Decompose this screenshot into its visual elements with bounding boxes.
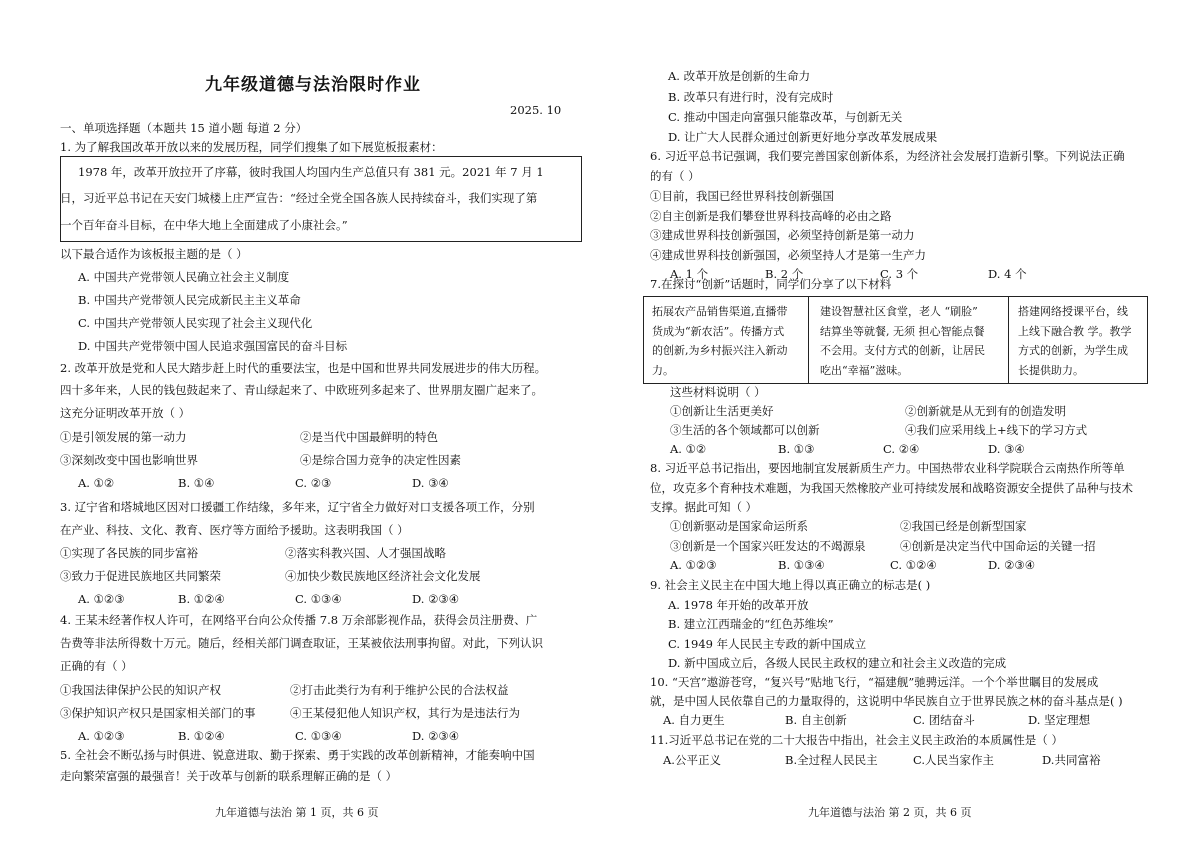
q4-stem: 4. 王某未经著作权人许可，在网络平台向公众传播 7.8 万余部影视作品，获得会员注册费、广 bbox=[60, 613, 538, 627]
q8-choice-b[interactable]: B. ①③④ bbox=[778, 558, 825, 572]
cell-line: 上线下融合教 学。教学 bbox=[1018, 324, 1132, 338]
cell-line: 结算坐等就餐, 无须 担心智能点餐 bbox=[820, 324, 985, 338]
q4-item: ②打击此类行为有利于维护公民的合法权益 bbox=[290, 683, 509, 697]
q4-item: ④王某侵犯他人知识产权，其行为是违法行为 bbox=[290, 706, 520, 720]
q11-choice-d[interactable]: D.共同富裕 bbox=[1042, 753, 1101, 767]
q5-option-d[interactable]: D. 让广大人民群众通过创新更好地分享改革发展成果 bbox=[668, 130, 938, 144]
q1-option-b[interactable]: B. 中国共产党带领人民完成新民主主义革命 bbox=[78, 293, 301, 307]
q9-option-b[interactable]: B. 建立江西瑞金的“红色苏维埃” bbox=[668, 617, 834, 631]
q4-choice-c[interactable]: C. ①③④ bbox=[295, 729, 342, 743]
q1-material-line: 日，习近平总书记在天安门城楼上庄严宣告：“经过全党全国各族人民持续奋斗，我们实现了第 bbox=[60, 191, 538, 205]
q3-stem: 在产业、科技、文化、教育、医疗等方面给予援助。这表明我国（ ） bbox=[60, 523, 409, 537]
q4-stem: 正确的有（ ） bbox=[60, 659, 133, 673]
cell-line: 吃出“幸福”滋味。 bbox=[820, 363, 909, 377]
q7-item: ③生活的各个领域都可以创新 bbox=[670, 423, 820, 437]
q8-stem: 8. 习近平总书记指出，要因地制宜发展新质生产力。中国热带农业科学院联合云南热作所等单 bbox=[650, 461, 1125, 475]
q1-ask: 以下最合适作为该板报主题的是（ ） bbox=[60, 247, 248, 261]
cell-line: 长提供助力。 bbox=[1018, 363, 1084, 377]
q2-choice-d[interactable]: D. ③④ bbox=[412, 476, 449, 490]
q7-choice-d[interactable]: D. ③④ bbox=[988, 442, 1025, 456]
q11-stem: 11.习近平总书记在党的二十大报告中指出，社会主义民主政治的本质属性是（ ） bbox=[650, 733, 1063, 747]
q11-choice-b[interactable]: B.全过程人民民主 bbox=[785, 753, 878, 767]
q6-choice-b[interactable]: B. 2 个 bbox=[765, 267, 804, 281]
q3-item: ②落实科教兴国、人才强国战略 bbox=[285, 546, 446, 560]
q1-option-c[interactable]: C. 中国共产党带领人民实现了社会主义现代化 bbox=[78, 316, 313, 330]
q7-item: ②创新就是从无到有的创造发明 bbox=[905, 404, 1066, 418]
q6-item: ①目前，我国已经世界科技创新强国 bbox=[650, 189, 834, 203]
q11-choice-c[interactable]: C.人民当家作主 bbox=[913, 753, 995, 767]
q5-option-b[interactable]: B. 改革只有进行时，没有完成时 bbox=[668, 90, 834, 104]
q8-item: ①创新驱动是国家命运所系 bbox=[670, 519, 808, 533]
q4-item: ①我国法律保护公民的知识产权 bbox=[60, 683, 221, 697]
cell-line: 方式的创新，为学生成 bbox=[1018, 344, 1128, 357]
q10-choice-b[interactable]: B. 自主创新 bbox=[785, 713, 847, 727]
q8-choice-d[interactable]: D. ②③④ bbox=[988, 558, 1036, 572]
q10-stem: 就，是中国人民依靠自己的力量取得的，这说明中华民族自立于世界民族之林的奋斗基点是( ) bbox=[650, 694, 1123, 708]
q4-stem: 告费等非法所得数十万元。随后，经相关部门调查取证，王某被依法刑事拘留。对此，下列认识 bbox=[60, 636, 543, 650]
q2-item: ③深刻改变中国也影响世界 bbox=[60, 453, 198, 467]
cell-line: 力。 bbox=[652, 363, 674, 377]
q8-choice-c[interactable]: C. ①②④ bbox=[890, 558, 937, 572]
q10-stem: 10. “天宫”遨游苍穹，“复兴号”贴地飞行，“福建舰”驰骋远洋。一个个举世瞩目的发展成 bbox=[650, 675, 1099, 689]
q2-item: ②是当代中国最鲜明的特色 bbox=[300, 430, 438, 444]
q7-cell-3 bbox=[1018, 302, 1132, 380]
q6-choice-c[interactable]: C. 3 个 bbox=[880, 267, 919, 281]
q2-choice-a[interactable]: A. ①② bbox=[78, 476, 115, 490]
q5-stem: 走向繁荣富强的最强音！关于改革与创新的联系理解正确的是（ ） bbox=[60, 769, 398, 783]
q6-stem: 6. 习近平总书记强调，我们要完善国家创新体系，为经济社会发展打造新引擎。下列说法正确 bbox=[650, 149, 1125, 163]
exam-date: 2025. 10 bbox=[510, 103, 562, 117]
page-footer: 九年道德与法治 第 1 页，共 6 页 bbox=[215, 806, 379, 819]
q2-stem: 这充分证明改革开放（ ） bbox=[60, 406, 191, 420]
q4-choice-b[interactable]: B. ①②④ bbox=[178, 729, 225, 743]
q7-choice-c[interactable]: C. ②④ bbox=[883, 442, 920, 456]
q2-item: ①是引领发展的第一动力 bbox=[60, 430, 187, 444]
q8-choice-a[interactable]: A. ①②③ bbox=[670, 558, 717, 572]
cell-line: 不会用。支付方式的创新，让居民 bbox=[820, 344, 985, 357]
cell-line: 搭建网络授课平台，线 bbox=[1018, 305, 1128, 318]
q7-item: ④我们应采用线上+线下的学习方式 bbox=[905, 423, 1088, 437]
q1-material-line: 一个百年奋斗目标，在中华大地上全面建成了小康社会。” bbox=[60, 218, 348, 232]
q8-item: ②我国已经是创新型国家 bbox=[900, 519, 1027, 533]
q5-option-c[interactable]: C. 推动中国走向富强只能靠改革，与创新无关 bbox=[668, 110, 903, 124]
cell-line: 货成为“新农活”。传播方式 bbox=[652, 324, 785, 338]
table-divider bbox=[808, 296, 809, 384]
q1-option-a[interactable]: A. 中国共产党带领人民确立社会主义制度 bbox=[78, 270, 290, 284]
q9-option-c[interactable]: C. 1949 年人民民主专政的新中国成立 bbox=[668, 637, 867, 651]
cell-line: 的创新,为乡村振兴注入新动 bbox=[652, 344, 788, 357]
section-heading: 一、单项选择题（本题共 15 道小题 每道 2 分） bbox=[60, 121, 308, 135]
q8-stem: 支撑。据此可知（ ） bbox=[650, 500, 758, 514]
q7-stem: 7.在探讨“创新”话题时，同学们分享了以下材料 bbox=[650, 277, 892, 291]
q10-choice-c[interactable]: C. 团结奋斗 bbox=[913, 713, 975, 727]
q3-item: ①实现了各民族的同步富裕 bbox=[60, 546, 198, 560]
q6-item: ③建成世界科技创新强国，必须坚持创新是第一动力 bbox=[650, 228, 915, 242]
q9-option-a[interactable]: A. 1978 年开始的改革开放 bbox=[668, 598, 809, 612]
q2-item: ④是综合国力竞争的决定性因素 bbox=[300, 453, 461, 467]
q2-stem: 四十多年来，人民的钱包鼓起来了、青山绿起来了、中欧班列多起来了、世界朋友圈广起来了。 bbox=[60, 383, 543, 397]
q7-choice-a[interactable]: A. ①② bbox=[670, 442, 707, 456]
q9-stem: 9. 社会主义民主在中国大地上得以真正确立的标志是( ) bbox=[650, 578, 931, 592]
q3-item: ④加快少数民族地区经济社会文化发展 bbox=[285, 569, 481, 583]
q3-choice-b[interactable]: B. ①②④ bbox=[178, 592, 225, 606]
q7-cell-1 bbox=[652, 302, 788, 380]
q6-choice-d[interactable]: D. 4 个 bbox=[988, 267, 1027, 281]
q7-choice-b[interactable]: B. ①③ bbox=[778, 442, 815, 456]
q7-item: ①创新让生活更美好 bbox=[670, 404, 774, 418]
q10-choice-d[interactable]: D. 坚定理想 bbox=[1028, 713, 1091, 727]
q3-choice-c[interactable]: C. ①③④ bbox=[295, 592, 342, 606]
q11-choice-a[interactable]: A.公平正义 bbox=[663, 753, 721, 767]
q2-choice-c[interactable]: C. ②③ bbox=[295, 476, 332, 490]
q3-item: ③致力于促进民族地区共同繁荣 bbox=[60, 569, 221, 583]
q10-choice-a[interactable]: A. 自力更生 bbox=[663, 713, 725, 727]
q8-stem: 位，攻克多个育种技术难题，为我国天然橡胶产业可持续发展和战略资源安全提供了品种与技术 bbox=[650, 481, 1133, 495]
q3-choice-a[interactable]: A. ①②③ bbox=[78, 592, 125, 606]
q5-stem: 5. 全社会不断弘扬与时俱进、锐意进取、勤于探索、勇于实践的改革创新精神，才能奏响中国 bbox=[60, 748, 535, 762]
cell-line: 拓展农产品销售渠道,直播带 bbox=[652, 305, 788, 318]
table-divider bbox=[1008, 296, 1009, 384]
q2-choice-b[interactable]: B. ①④ bbox=[178, 476, 215, 490]
q6-item: ④建成世界科技创新强国，必须坚持人才是第一生产力 bbox=[650, 248, 926, 262]
q7-cell-2 bbox=[820, 302, 985, 380]
q5-option-a[interactable]: A. 改革开放是创新的生命力 bbox=[668, 69, 811, 83]
q8-item: ④创新是决定当代中国命运的关键一招 bbox=[900, 539, 1096, 553]
q3-stem: 3. 辽宁省和塔城地区因对口援疆工作结缘，多年来，辽宁省全力做好对口支援各项工作，分别 bbox=[60, 500, 535, 514]
q3-choice-d[interactable]: D. ②③④ bbox=[412, 592, 460, 606]
page-2 bbox=[600, 0, 1200, 849]
q2-stem: 2. 改革开放是党和人民大踏步赶上时代的重要法宝，也是中国和世界共同发展进步的伟大历程。 bbox=[60, 361, 547, 375]
q6-item: ②自主创新是我们攀登世界科技高峰的必由之路 bbox=[650, 209, 892, 223]
q1-stem: 1. 为了解我国改革开放以来的发展历程，同学们搜集了如下展览板报素材： bbox=[60, 140, 443, 154]
q4-choice-a[interactable]: A. ①②③ bbox=[78, 729, 125, 743]
q1-material-line: 1978 年，改革开放拉开了序幕，彼时我国人均国内生产总值只有 381 元。2021 年 7 月 1 bbox=[78, 165, 544, 179]
q6-choice-a[interactable]: A. 1 个 bbox=[670, 267, 709, 281]
q7-ask: 这些材料说明（ ） bbox=[670, 385, 766, 399]
page-title: 九年级道德与法治限时作业 bbox=[205, 75, 421, 95]
q4-choice-d[interactable]: D. ②③④ bbox=[412, 729, 460, 743]
page-footer: 九年道德与法治 第 2 页，共 6 页 bbox=[808, 806, 972, 819]
q8-item: ③创新是一个国家兴旺发达的不竭源泉 bbox=[670, 539, 866, 553]
q6-stem: 的有（ ） bbox=[650, 169, 700, 183]
q9-option-d[interactable]: D. 新中国成立后，各级人民民主政权的建立和社会主义改造的完成 bbox=[668, 656, 1007, 670]
q4-item: ③保护知识产权只是国家相关部门的事 bbox=[60, 706, 256, 720]
cell-line: 建设智慧社区食堂，老人 “刷脸” bbox=[820, 305, 978, 318]
q1-option-d[interactable]: D. 中国共产党带领中国人民追求强国富民的奋斗目标 bbox=[78, 339, 348, 353]
